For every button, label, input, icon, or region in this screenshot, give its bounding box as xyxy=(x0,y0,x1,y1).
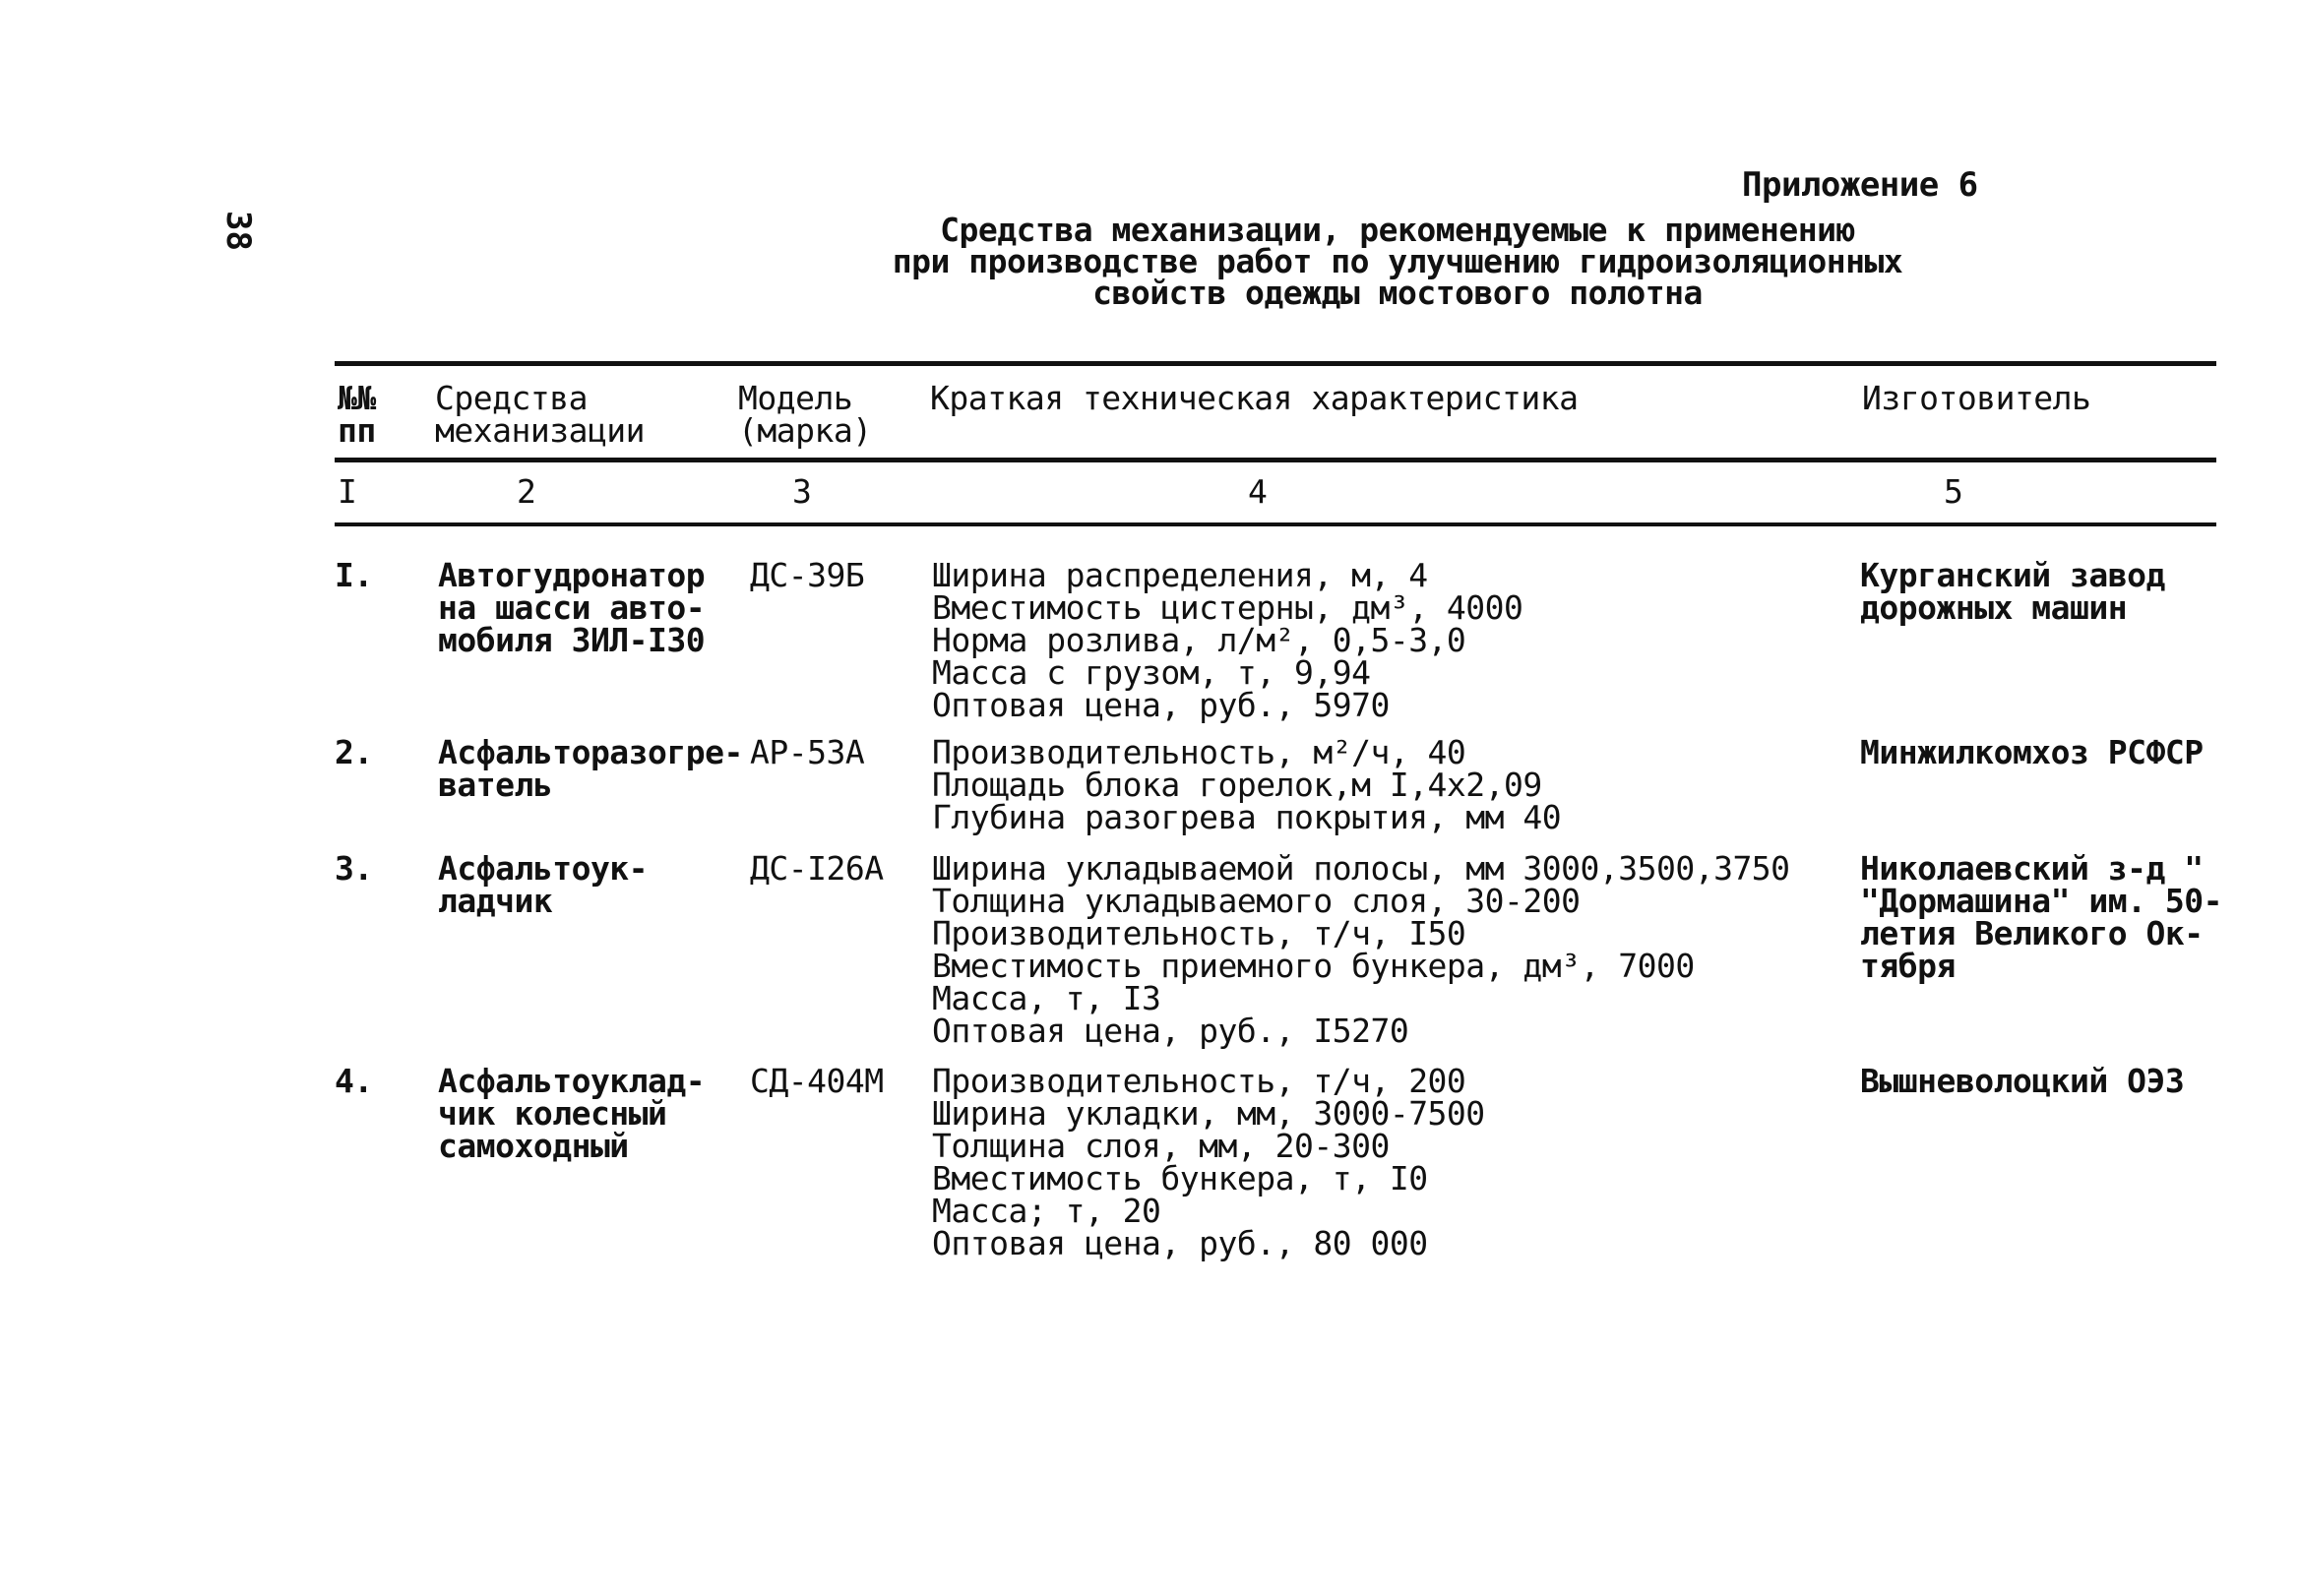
row-number: I. xyxy=(335,556,373,594)
manufacturer-line: тября xyxy=(1860,947,1956,985)
manufacturer-line: летия Великого Ок- xyxy=(1860,914,2204,952)
column-number-1: I xyxy=(338,472,357,511)
technical-characteristics-line: Вместимость бункера, т, I0 xyxy=(932,1159,1428,1197)
mechanization-means-line: Автогудронатор xyxy=(438,556,706,594)
mechanization-means xyxy=(438,1062,706,1165)
header-model: Модель (марка) xyxy=(738,379,872,450)
mechanization-means xyxy=(438,733,743,804)
title-line: свойств одежды мостового полотна xyxy=(1092,274,1703,312)
header-bottom-rule xyxy=(335,458,2216,462)
manufacturer-line: Николаевский з-д " xyxy=(1860,849,2204,888)
technical-characteristics-line: Толщина слоя, мм, 20-300 xyxy=(932,1127,1390,1165)
row-number: 3. xyxy=(335,849,373,888)
title-line: Средства механизации, рекомендуемые к применению xyxy=(940,211,1855,249)
column-number-3: 3 xyxy=(792,472,812,511)
model-mark: АР-53А xyxy=(750,733,865,771)
title-line: при производстве работ по улучшению гидроизоляционных xyxy=(892,242,1903,280)
technical-characteristics-line: Оптовая цена, руб., 80 000 xyxy=(932,1224,1428,1262)
manufacturer-line: дорожных машин xyxy=(1860,588,2128,627)
manufacturer xyxy=(1860,556,2165,627)
row-number: 2. xyxy=(335,733,373,771)
mechanization-means-line: мобиля ЗИЛ-I30 xyxy=(438,621,706,659)
header-spec: Краткая техническая характеристика xyxy=(930,379,1579,417)
row-number: 4. xyxy=(335,1062,373,1100)
mechanization-means-line: самоходный xyxy=(438,1127,629,1165)
appendix-label: Приложение 6 xyxy=(1742,165,1978,205)
manufacturer-line: "Дормашина" им. 50- xyxy=(1860,882,2222,920)
manufacturer-line: Вышневолоцкий ОЭЗ xyxy=(1860,1062,2185,1100)
model-mark: ДС-39Б xyxy=(750,556,865,594)
mechanization-means-line: ватель xyxy=(438,766,553,804)
technical-characteristics xyxy=(932,733,1562,836)
mechanization-means-line: Асфальтоук- xyxy=(438,849,649,888)
technical-characteristics xyxy=(932,556,1523,724)
technical-characteristics-line: Ширина укладки, мм, 3000-7500 xyxy=(932,1094,1485,1133)
technical-characteristics-line: Оптовая цена, руб., I5270 xyxy=(932,1012,1409,1050)
technical-characteristics xyxy=(932,1062,1485,1262)
manufacturer-line: Курганский завод xyxy=(1860,556,2165,594)
mechanization-means-line: Асфальтоуклад- xyxy=(438,1062,706,1100)
model-mark: ДС-I26А xyxy=(750,849,884,888)
mechanization-means-line: Асфальторазогре- xyxy=(438,733,743,771)
technical-characteristics-line: Масса с грузом, т, 9,94 xyxy=(932,653,1371,692)
technical-characteristics xyxy=(932,849,1790,1050)
technical-characteristics-line: Площадь блока горелок,м I,4х2,09 xyxy=(932,766,1542,804)
technical-characteristics-line: Масса, т, I3 xyxy=(932,979,1161,1017)
technical-characteristics-line: Масса; т, 20 xyxy=(932,1192,1161,1230)
mechanization-means-line: на шасси авто- xyxy=(438,588,706,627)
technical-characteristics-line: Производительность, т/ч, I50 xyxy=(932,914,1466,952)
technical-characteristics-line: Норма розлива, л/м², 0,5-3,0 xyxy=(932,621,1466,659)
document-title xyxy=(846,211,1949,312)
manufacturer xyxy=(1860,1062,2185,1100)
technical-characteristics-line: Ширина укладываемой полосы, мм 3000,3500,3750 xyxy=(932,849,1790,888)
column-numbers-rule xyxy=(335,522,2216,526)
technical-characteristics-line: Производительность, м²/ч, 40 xyxy=(932,733,1466,771)
table-top-rule xyxy=(335,361,2216,366)
manufacturer-line: Минжилкомхоз РСФСР xyxy=(1860,733,2204,771)
technical-characteristics-line: Глубина разогрева покрытия, мм 40 xyxy=(932,798,1562,836)
manufacturer xyxy=(1860,849,2222,985)
column-number-5: 5 xyxy=(1944,472,1963,511)
mechanization-means-line: ладчик xyxy=(438,882,553,920)
mechanization-means-line: чик колесный xyxy=(438,1094,667,1133)
mechanization-means xyxy=(438,849,649,920)
technical-characteristics-line: Ширина распределения, м, 4 xyxy=(932,556,1428,594)
technical-characteristics-line: Вместимость приемного бункера, дм³, 7000 xyxy=(932,947,1695,985)
technical-characteristics-line: Толщина укладываемого слоя, 30-200 xyxy=(932,882,1581,920)
page-number: 38 xyxy=(218,211,258,251)
header-no: №№ пп xyxy=(338,379,376,450)
manufacturer xyxy=(1860,733,2204,771)
technical-characteristics-line: Производительность, т/ч, 200 xyxy=(932,1062,1466,1100)
technical-characteristics-line: Оптовая цена, руб., 5970 xyxy=(932,686,1390,724)
technical-characteristics-line: Вместимость цистерны, дм³, 4000 xyxy=(932,588,1523,627)
header-means: Средства механизации xyxy=(435,379,646,450)
column-number-2: 2 xyxy=(517,472,536,511)
column-number-4: 4 xyxy=(1248,472,1268,511)
model-mark: СД-404М xyxy=(750,1062,884,1100)
header-maker: Изготовитель xyxy=(1862,379,2091,417)
mechanization-means xyxy=(438,556,706,659)
